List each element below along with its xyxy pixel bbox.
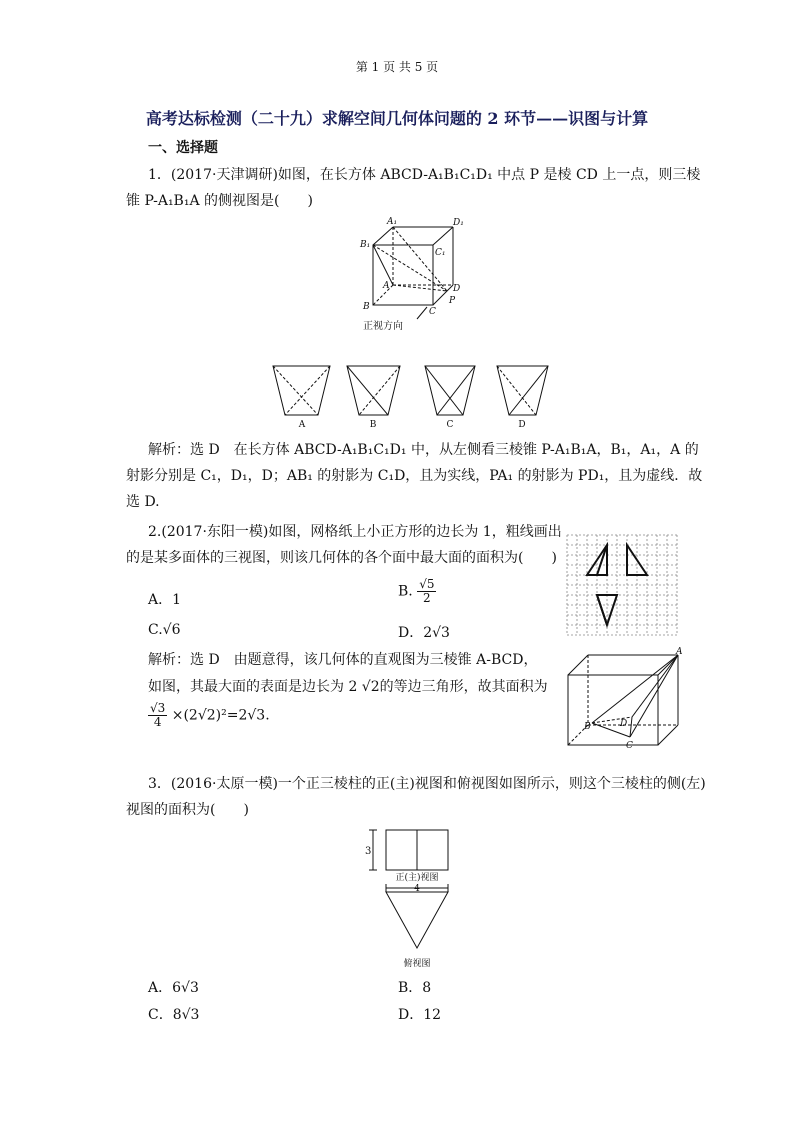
q2-option-b-numerator: √5 bbox=[419, 577, 435, 591]
q2-solution-expression: ×(2√2)²=2√3. bbox=[171, 707, 270, 724]
q2-fig-label-a: A bbox=[676, 647, 683, 657]
q1-solution-line2: 射影分别是 C₁，D₁，D；AB₁ 的射影为 C₁D，且为实线，PA₁ 的射影为 PD₁，且为虚线．故 bbox=[126, 468, 703, 484]
q1-solution-line3: 选 D. bbox=[126, 494, 160, 510]
q1-text-line1: 1．(2017·天津调研)如图，在长方体 ABCD-A₁B₁C₁D₁ 中点 P 是棱 CD 上一点，则三棱 bbox=[148, 167, 701, 183]
q3-option-b: B．8 bbox=[398, 980, 432, 996]
q2-option-c: C.√6 bbox=[148, 622, 181, 638]
q1-label-d1: D₁ bbox=[453, 218, 464, 228]
q2-text-line1: 2.(2017·东阳一模)如图，网格纸上小正方形的边长为 1，粗线画出 bbox=[148, 524, 562, 540]
q2-tetrahedron-figure bbox=[562, 645, 687, 755]
page-header: 第 1 页 共 5 页 bbox=[355, 60, 439, 74]
q1-choice-label-d: D bbox=[518, 420, 526, 430]
q3-front-view-label: 正(主)视图 bbox=[395, 873, 439, 883]
q2-option-b-denominator: 2 bbox=[423, 591, 431, 605]
q2-solution-line1: 解析：选 D 由题意得，该几何体的直观图为三棱锥 A-BCD， bbox=[148, 652, 538, 668]
q1-choice-label-c: C bbox=[446, 420, 454, 430]
q1-label-a1: A₁ bbox=[387, 217, 398, 227]
q1-choice-label-a: A bbox=[298, 420, 306, 430]
q1-label-a: A bbox=[383, 281, 390, 291]
q1-text-line2: 锥 P-A₁B₁A 的侧视图是( ) bbox=[126, 193, 313, 209]
q1-label-b1: B₁ bbox=[360, 240, 371, 250]
q2-solution-denominator: 4 bbox=[153, 715, 162, 729]
q3-text-line2: 视图的面积为( ) bbox=[126, 802, 249, 818]
section-heading: 一、选择题 bbox=[148, 140, 218, 156]
q3-option-a: A．6√3 bbox=[148, 980, 199, 996]
q3-top-view-label: 俯视图 bbox=[403, 959, 431, 969]
q2-grid-figure bbox=[565, 533, 680, 638]
q1-label-p: P bbox=[449, 296, 456, 306]
q2-fig-label-b: B bbox=[584, 722, 591, 732]
q2-option-b-fraction bbox=[417, 578, 436, 605]
q1-label-c: C bbox=[429, 307, 436, 317]
q3-option-c: C．8√3 bbox=[148, 1007, 200, 1023]
q1-cuboid-figure bbox=[355, 215, 470, 335]
q2-option-a: A．1 bbox=[148, 592, 182, 608]
document-title: 高考达标检测（二十九）求解空间几何体问题的 2 环节——识图与计算 bbox=[145, 109, 649, 128]
q3-option-d: D．12 bbox=[398, 1007, 442, 1023]
q2-solution-fraction bbox=[148, 702, 167, 729]
q1-choices-figure bbox=[270, 363, 550, 431]
q2-option-b bbox=[398, 578, 436, 605]
q2-solution-line2: 如图，其最大面的表面是边长为 2 √2的等边三角形，故其面积为 bbox=[148, 679, 548, 695]
q1-label-c1: C₁ bbox=[435, 248, 446, 258]
q3-views-figure bbox=[360, 826, 460, 972]
q2-option-d: D．2√3 bbox=[398, 625, 450, 641]
q2-solution-numerator: √3 bbox=[150, 701, 166, 715]
q1-solution-line1: 解析：选 D 在长方体 ABCD-A₁B₁C₁D₁ 中，从左侧看三棱锥 P-A₁B₁A，B₁，A₁，A 的 bbox=[148, 442, 699, 458]
q3-height-dimension: 3 bbox=[365, 846, 372, 857]
q3-width-dimension: 4 bbox=[414, 884, 420, 894]
q1-view-direction-label: 正视方向 bbox=[363, 321, 403, 332]
q3-text-line1: 3．(2016·太原一模)一个正三棱柱的正(主)视图和俯视图如图所示，则这个三棱柱的侧(左) bbox=[148, 776, 706, 792]
q2-fig-label-c: C bbox=[626, 741, 633, 751]
q2-fig-label-d: D bbox=[620, 719, 628, 729]
q2-text-line2: 的是某多面体的三视图，则该几何体的各个面中最大面的面积为( ) bbox=[126, 550, 557, 566]
q2-solution-line3 bbox=[148, 702, 270, 729]
q1-choice-label-b: B bbox=[369, 420, 377, 430]
q1-label-d: D bbox=[453, 284, 461, 294]
q1-label-b: B bbox=[363, 302, 370, 312]
q2-option-b-prefix: B. bbox=[398, 583, 413, 600]
